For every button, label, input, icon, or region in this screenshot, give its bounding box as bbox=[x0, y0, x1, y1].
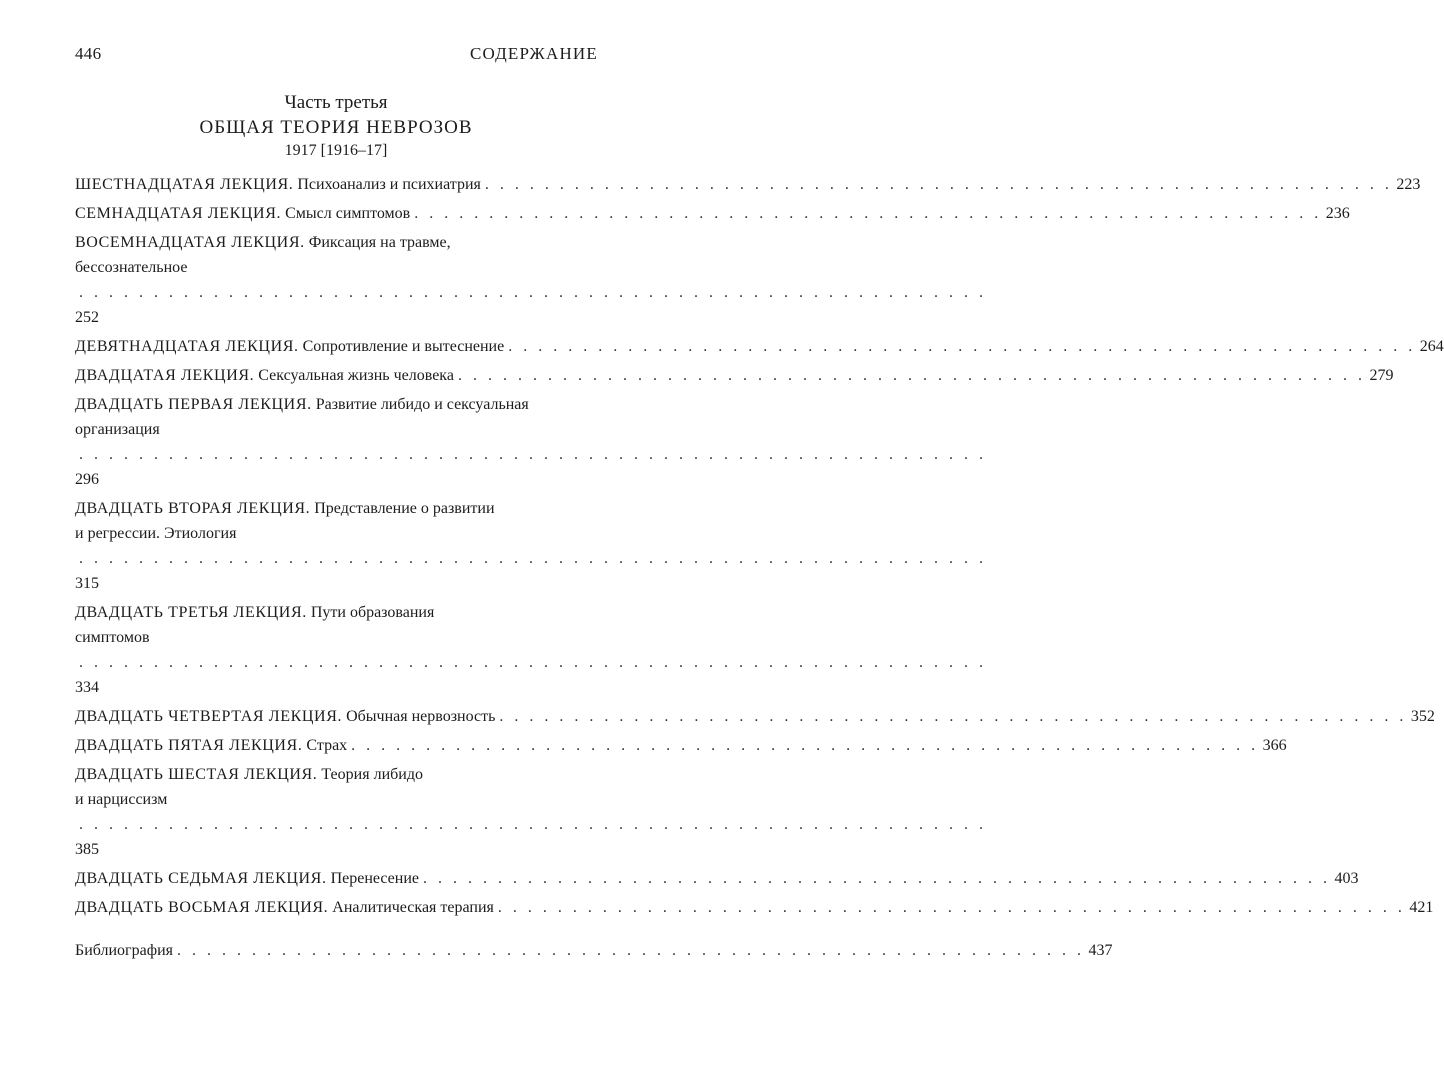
toc-entry-heading bbox=[75, 363, 454, 388]
dot-leader: . . . . . . . . . . . . . . . . . . . . . . . . . . . . . . . . . . . . . . . . . . . . . . . . . . . . . . . . . . . . . bbox=[79, 550, 987, 567]
toc-entry-heading bbox=[75, 600, 598, 625]
toc-entry[interactable] bbox=[75, 762, 987, 862]
toc-page-number: 236 bbox=[1325, 205, 1350, 222]
dot-leader: . . . . . . . . . . . . . . . . . . . . . . . . . . . . . . . . . . . . . . . . . . . . . . . . . . . . . . . . . . . . . bbox=[414, 205, 1322, 222]
toc-page-number: 315 bbox=[75, 575, 99, 592]
toc-entry-subtitle: Аналитическая терапия bbox=[332, 899, 494, 916]
part-years: 1917 [1916–17] bbox=[284, 142, 388, 159]
toc-page-number: 366 bbox=[1262, 737, 1287, 754]
running-title: СОДЕРЖАНИЕ bbox=[469, 44, 598, 63]
toc-entry[interactable] bbox=[75, 201, 1350, 226]
toc-entry-heading bbox=[75, 895, 494, 920]
toc-page-number: 334 bbox=[75, 679, 99, 696]
running-head bbox=[75, 44, 598, 64]
toc-entry[interactable] bbox=[75, 334, 1444, 359]
toc-entry-heading bbox=[75, 392, 598, 417]
toc-page-number: 352 bbox=[1410, 708, 1435, 725]
dot-leader: . . . . . . . . . . . . . . . . . . . . . . . . . . . . . . . . . . . . . . . . . . . . . . . . . . . . . . . . . . . . . bbox=[457, 367, 1366, 384]
toc-entry-continuation: и регрессии. Этиология bbox=[75, 525, 237, 542]
toc-entry-heading bbox=[75, 866, 419, 891]
toc-entry-title: СЕМНАДЦАТАЯ ЛЕКЦИЯ. bbox=[75, 205, 282, 222]
toc-entry[interactable] bbox=[75, 392, 987, 492]
toc-entry[interactable] bbox=[75, 496, 987, 596]
toc-entry-heading bbox=[75, 733, 347, 758]
toc-entry-title: ДВАДЦАТЬ ВОСЬМАЯ ЛЕКЦИЯ. bbox=[75, 899, 329, 916]
toc-entry-heading bbox=[75, 230, 598, 255]
toc-entry-continuation: симптомов bbox=[75, 629, 150, 646]
toc-entry-subtitle: Сопротивление и вытеснение bbox=[302, 338, 505, 355]
toc-entry-subtitle: Пути образования bbox=[310, 604, 435, 621]
toc-entry-title: ВОСЕМНАДЦАТАЯ ЛЕКЦИЯ. bbox=[75, 234, 305, 251]
toc-page-number: 264 bbox=[1419, 338, 1444, 355]
page-number: 446 bbox=[75, 44, 102, 63]
toc-entry-subtitle: Психоанализ и психиатрия bbox=[297, 176, 481, 193]
toc-entry-title: ДВАДЦАТАЯ ЛЕКЦИЯ. bbox=[75, 367, 255, 384]
dot-leader: . . . . . . . . . . . . . . . . . . . . . . . . . . . . . . . . . . . . . . . . . . . . . . . . . . . . . . . . . . . . . bbox=[484, 176, 1393, 193]
toc-page-number: 437 bbox=[1088, 942, 1113, 959]
toc-entry-heading bbox=[75, 762, 598, 787]
dot-leader: . . . . . . . . . . . . . . . . . . . . . . . . . . . . . . . . . . . . . . . . . . . . . . . . . . . . . . . . . . . . . bbox=[351, 737, 1259, 754]
toc-entry-subtitle: Страх bbox=[306, 737, 348, 754]
toc-page-number: 403 bbox=[1334, 870, 1359, 887]
part-label: Часть третья bbox=[284, 92, 388, 113]
part-heading bbox=[0, 92, 672, 161]
toc-entry-title: ДВАДЦАТЬ ПЕРВАЯ ЛЕКЦИЯ. bbox=[75, 396, 312, 413]
toc-entry-title: ШЕСТНАДЦАТАЯ ЛЕКЦИЯ. bbox=[75, 176, 294, 193]
part-title: ОБЩАЯ ТЕОРИЯ НЕВРОЗОВ bbox=[199, 117, 473, 138]
toc-entry-subtitle: Смысл симптомов bbox=[285, 205, 411, 222]
toc-page-number: 252 bbox=[75, 309, 99, 326]
dot-leader: . . . . . . . . . . . . . . . . . . . . . . . . . . . . . . . . . . . . . . . . . . . . . . . . . . . . . . . . . . . . . bbox=[79, 284, 987, 301]
toc-entry-heading bbox=[75, 704, 495, 729]
toc-entry-heading bbox=[75, 172, 481, 197]
toc-entry[interactable] bbox=[75, 600, 987, 700]
toc-entry-title: ДВАДЦАТЬ ПЯТАЯ ЛЕКЦИЯ. bbox=[75, 737, 303, 754]
toc-entry[interactable] bbox=[75, 172, 1421, 197]
dot-leader: . . . . . . . . . . . . . . . . . . . . . . . . . . . . . . . . . . . . . . . . . . . . . . . . . . . . . . . . . . . . . bbox=[499, 708, 1407, 725]
toc-entry-heading bbox=[75, 201, 410, 226]
toc-entry-subtitle: Фиксация на травме, bbox=[308, 234, 451, 251]
table-of-contents bbox=[75, 172, 1444, 967]
toc-entry-subtitle: Теория либидо bbox=[321, 766, 423, 783]
bibliography-label: Библиография bbox=[75, 942, 173, 959]
toc-entry-title: ДВАДЦАТЬ ВТОРАЯ ЛЕКЦИЯ. bbox=[75, 500, 311, 517]
toc-page-number: 296 bbox=[75, 471, 99, 488]
toc-entry-title: ДВАДЦАТЬ СЕДЬМАЯ ЛЕКЦИЯ. bbox=[75, 870, 327, 887]
toc-entry-subtitle: Сексуальная жизнь человека bbox=[258, 367, 454, 384]
toc-entry[interactable] bbox=[75, 895, 1434, 920]
dot-leader: . . . . . . . . . . . . . . . . . . . . . . . . . . . . . . . . . . . . . . . . . . . . . . . . . . . . . . . . . . . . . bbox=[423, 870, 1331, 887]
toc-page-number: 385 bbox=[75, 841, 99, 858]
toc-entry-bibliography[interactable] bbox=[75, 938, 1113, 963]
toc-entry[interactable] bbox=[75, 866, 1359, 891]
toc-entry-subtitle: Развитие либидо и сексуальная bbox=[315, 396, 529, 413]
toc-page-number: 279 bbox=[1369, 367, 1394, 384]
toc-entry-continuation: организация bbox=[75, 421, 160, 438]
toc-entry-continuation: и нарциссизм bbox=[75, 791, 168, 808]
toc-entry[interactable] bbox=[75, 704, 1435, 729]
toc-entry-heading bbox=[75, 496, 598, 521]
dot-leader: . . . . . . . . . . . . . . . . . . . . . . . . . . . . . . . . . . . . . . . . . . . . . . . . . . . . . . . . . . . . . bbox=[79, 816, 987, 833]
toc-entry-heading bbox=[75, 334, 504, 359]
dot-leader: . . . . . . . . . . . . . . . . . . . . . . . . . . . . . . . . . . . . . . . . . . . . . . . . . . . . . . . . . . . . . bbox=[79, 654, 987, 671]
toc-entry-subtitle: Обычная нервозность bbox=[346, 708, 496, 725]
toc-entry[interactable] bbox=[75, 363, 1394, 388]
toc-entry-title: ДЕВЯТНАДЦАТАЯ ЛЕКЦИЯ. bbox=[75, 338, 299, 355]
toc-entry[interactable] bbox=[75, 733, 1287, 758]
dot-leader: . . . . . . . . . . . . . . . . . . . . . . . . . . . . . . . . . . . . . . . . . . . . . . . . . . . . . . . . . . . . . bbox=[177, 942, 1085, 959]
dot-leader: . . . . . . . . . . . . . . . . . . . . . . . . . . . . . . . . . . . . . . . . . . . . . . . . . . . . . . . . . . . . . bbox=[497, 899, 1406, 916]
dot-leader: . . . . . . . . . . . . . . . . . . . . . . . . . . . . . . . . . . . . . . . . . . . . . . . . . . . . . . . . . . . . . bbox=[79, 446, 987, 463]
toc-page-number: 421 bbox=[1409, 899, 1434, 916]
dot-leader: . . . . . . . . . . . . . . . . . . . . . . . . . . . . . . . . . . . . . . . . . . . . . . . . . . . . . . . . . . . . . bbox=[508, 338, 1416, 355]
toc-entry-continuation: бессознательное bbox=[75, 259, 188, 276]
toc-entry[interactable] bbox=[75, 230, 987, 330]
toc-entry-subtitle: Перенесение bbox=[330, 870, 420, 887]
toc-entry-subtitle: Представление о развитии bbox=[314, 500, 495, 517]
toc-entry-title: ДВАДЦАТЬ ЧЕТВЕРТАЯ ЛЕКЦИЯ. bbox=[75, 708, 343, 725]
toc-page-number: 223 bbox=[1396, 176, 1421, 193]
toc-entry-title: ДВАДЦАТЬ ТРЕТЬЯ ЛЕКЦИЯ. bbox=[75, 604, 307, 621]
toc-entry-title: ДВАДЦАТЬ ШЕСТАЯ ЛЕКЦИЯ. bbox=[75, 766, 318, 783]
